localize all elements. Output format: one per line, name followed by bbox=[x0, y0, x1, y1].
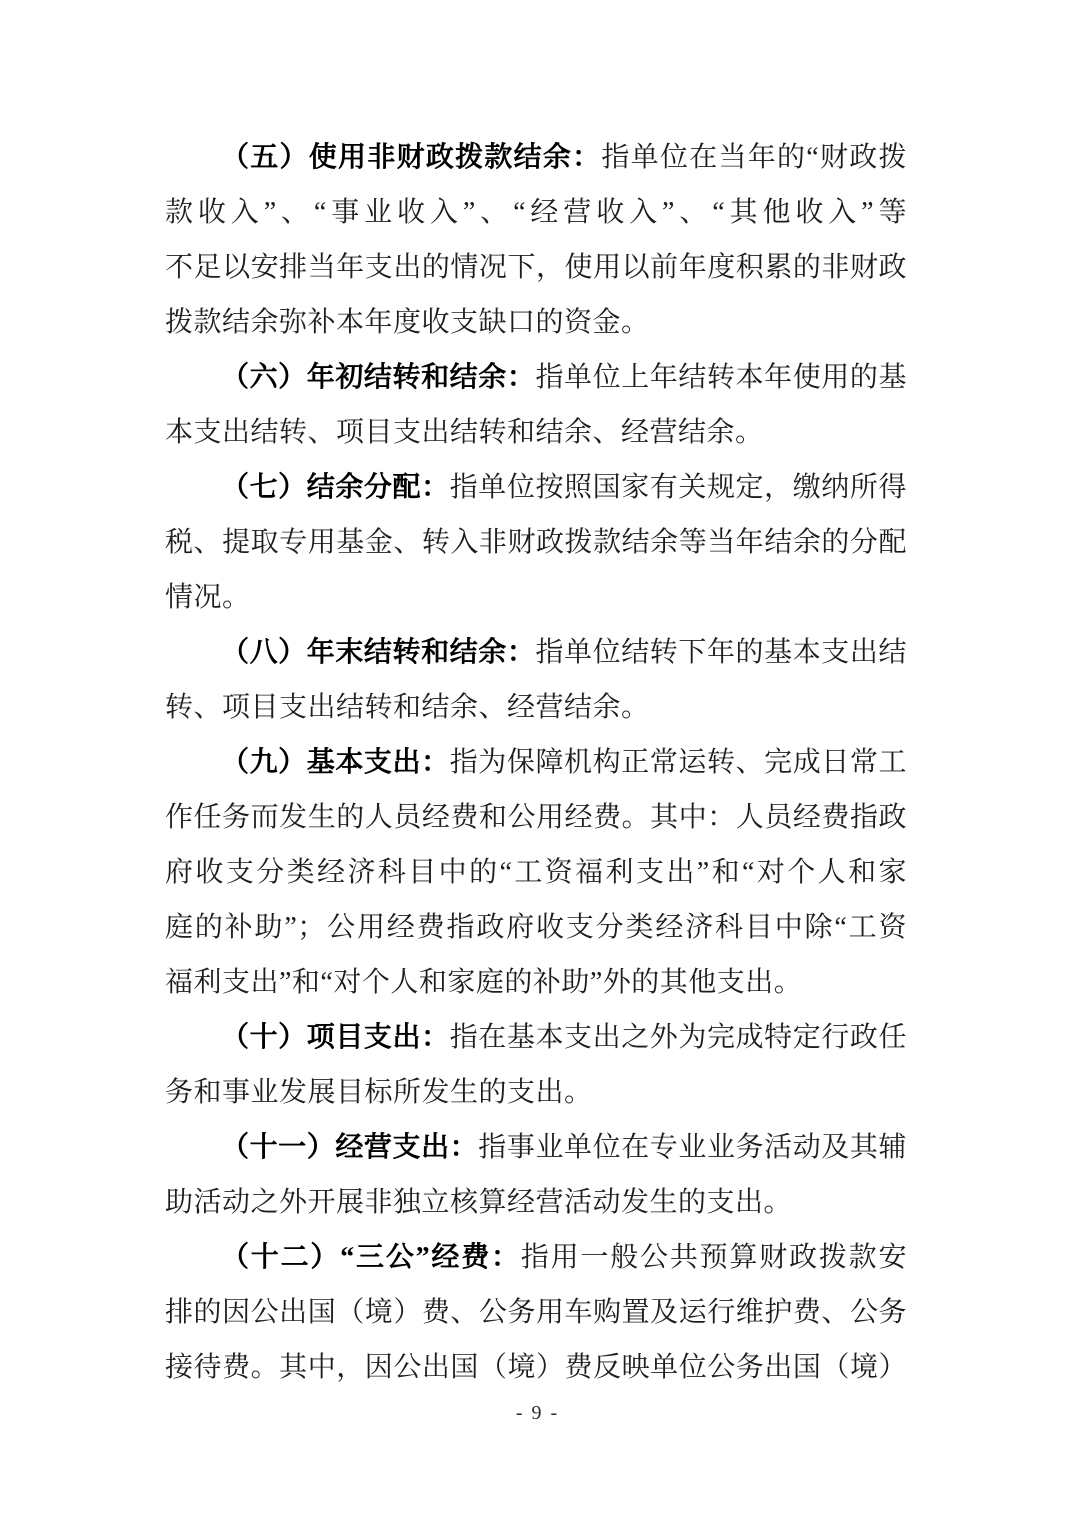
paragraph-body: 本支出结转、项目支出结转和结余、经营结余。 bbox=[165, 417, 764, 448]
text-line bbox=[165, 460, 907, 515]
text-line bbox=[165, 1010, 907, 1065]
text-line bbox=[165, 570, 907, 625]
text-line bbox=[165, 1120, 907, 1175]
paragraph-body: 作任务而发生的人员经费和公用经费。其中：人员经费指政 bbox=[165, 802, 907, 833]
text-line bbox=[165, 845, 907, 900]
paragraph-body: 款收入”、“事业收入”、“经营收入”、“其他收入”等 bbox=[165, 197, 907, 228]
paragraph-heading: （五）使用非财政拨款结余： bbox=[221, 142, 602, 173]
page-number: - 9 - bbox=[515, 1402, 560, 1424]
text-line bbox=[165, 350, 907, 405]
paragraph-body: 转、项目支出结转和结余、经营结余。 bbox=[165, 692, 650, 723]
paragraph-body: 指单位上年结转本年使用的基 bbox=[535, 362, 907, 393]
text-line bbox=[165, 405, 907, 460]
paragraph-heading: （十）项目支出： bbox=[221, 1022, 450, 1053]
text-line bbox=[165, 1230, 907, 1285]
text-line bbox=[165, 1340, 907, 1395]
paragraph-heading: （十二）“三公”经费： bbox=[221, 1242, 521, 1273]
paragraph-body: 府收支分类经济科目中的“工资福利支出”和“对个人和家 bbox=[165, 857, 907, 888]
paragraph-body: 助活动之外开展非独立核算经营活动发生的支出。 bbox=[165, 1187, 793, 1218]
page-body-text bbox=[165, 130, 907, 1395]
paragraph-body: 接待费。其中，因公出国（境）费反映单位公务出国（境） bbox=[165, 1352, 907, 1383]
paragraph-body: 税、提取专用基金、转入非财政拨款结余等当年结余的分配 bbox=[165, 527, 907, 558]
paragraph-body: 指为保障机构正常运转、完成日常工 bbox=[449, 747, 907, 778]
text-line bbox=[165, 735, 907, 790]
paragraph-body: 庭的补助”；公用经费指政府收支分类经济科目中除“工资 bbox=[165, 912, 907, 943]
text-line bbox=[165, 790, 907, 845]
paragraph-body: 拨款结余弥补本年度收支缺口的资金。 bbox=[165, 307, 650, 338]
text-line bbox=[165, 515, 907, 570]
paragraph-heading: （八）年末结转和结余： bbox=[221, 637, 536, 668]
text-line bbox=[165, 1065, 907, 1120]
paragraph-heading: （六）年初结转和结余： bbox=[221, 362, 536, 393]
paragraph-body: 排的因公出国（境）费、公务用车购置及运行维护费、公务 bbox=[165, 1297, 907, 1328]
paragraph-body: 不足以安排当年支出的情况下，使用以前年度积累的非财政 bbox=[165, 252, 907, 283]
paragraph-heading: （十一）经营支出： bbox=[221, 1132, 479, 1163]
paragraph-heading: （七）结余分配： bbox=[221, 472, 450, 503]
text-line bbox=[165, 1175, 907, 1230]
text-line bbox=[165, 680, 907, 735]
paragraph-body: 指单位按照国家有关规定，缴纳所得 bbox=[449, 472, 907, 503]
paragraph-body: 指事业单位在专业业务活动及其辅 bbox=[478, 1132, 907, 1163]
text-line bbox=[165, 955, 907, 1010]
paragraph-body: 情况。 bbox=[165, 582, 251, 613]
paragraph-heading: （九）基本支出： bbox=[221, 747, 450, 778]
paragraph-body: 指单位结转下年的基本支出结 bbox=[535, 637, 907, 668]
text-line bbox=[165, 240, 907, 295]
paragraph-body: 务和事业发展目标所发生的支出。 bbox=[165, 1077, 593, 1108]
text-line bbox=[165, 625, 907, 680]
text-line bbox=[165, 1285, 907, 1340]
text-line bbox=[165, 295, 907, 350]
text-line bbox=[165, 130, 907, 185]
paragraph-body: 指在基本支出之外为完成特定行政任 bbox=[449, 1022, 907, 1053]
text-line bbox=[165, 185, 907, 240]
paragraph-body: 指单位在当年的“财政拨 bbox=[601, 142, 907, 173]
paragraph-body: 福利支出”和“对个人和家庭的补助”外的其他支出。 bbox=[165, 967, 803, 998]
text-line bbox=[165, 900, 907, 955]
paragraph-body: 指用一般公共预算财政拨款安 bbox=[520, 1242, 907, 1273]
